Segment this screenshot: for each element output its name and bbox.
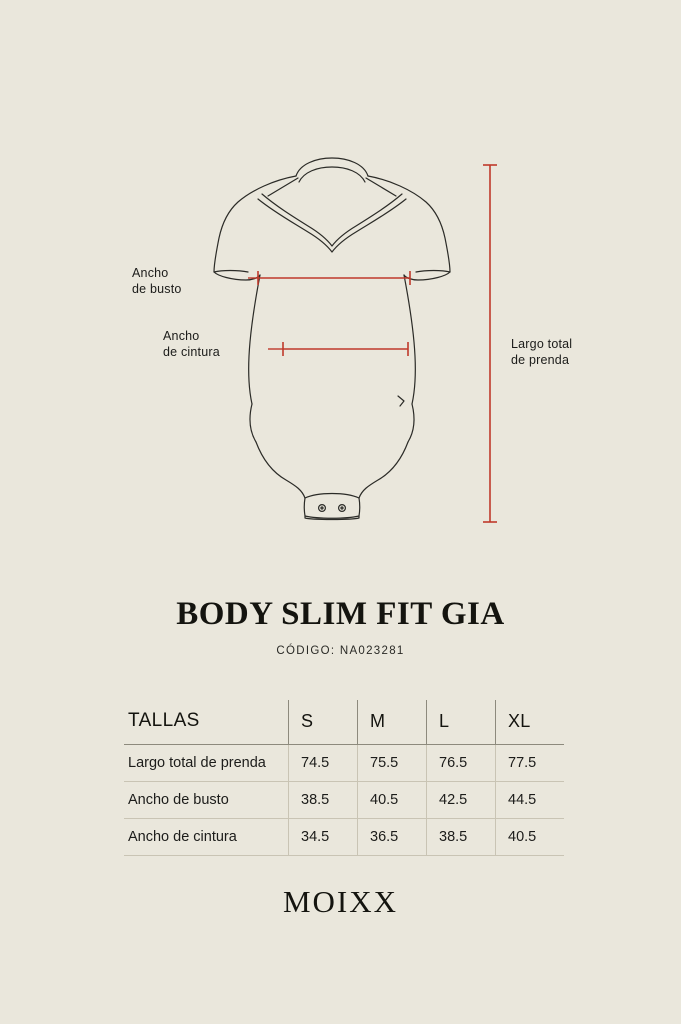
table-row [124,819,564,856]
cell-cintura-s: 34.5 [289,819,358,856]
left-shoulder-seam [268,178,298,196]
yoke-seam [262,194,402,246]
hip-detail [398,396,404,406]
column-header-sizes: TALLAS [124,700,289,745]
cell-largo-s: 74.5 [289,745,358,782]
gusset [304,498,360,520]
table-row [124,745,564,782]
snap-buttons [319,505,346,512]
cell-largo-m: 75.5 [358,745,427,782]
cell-busto-s: 38.5 [289,782,358,819]
table-row [124,782,564,819]
label-length-line2: de prenda [511,353,570,367]
right-side-upper [404,275,415,404]
cell-cintura-xl: 40.5 [496,819,565,856]
cell-busto-l: 42.5 [427,782,496,819]
brand-logo: MOIXX [282,884,399,919]
page-title: BODY SLIM FIT GIA [176,596,505,632]
label-waist-line2: de cintura [163,345,220,359]
column-header-l: L [427,700,496,745]
label-waist [163,328,283,360]
right-cuff [416,271,450,273]
cell-largo-l: 76.5 [427,745,496,782]
cell-largo-xl: 77.5 [496,745,565,782]
label-bust-line1: Ancho [132,266,169,280]
row-label-largo: Largo total de prenda [124,745,289,782]
left-leg-opening [256,442,305,498]
garment-diagram [0,120,681,560]
cell-cintura-l: 38.5 [427,819,496,856]
crotch-curve [305,494,359,499]
label-bust-line2: de busto [132,282,182,296]
collar-inner [299,167,365,182]
right-sleeve [368,176,450,280]
label-length-line1: Largo total [511,337,573,351]
size-table-header [124,700,564,745]
gusset-seam [305,516,359,518]
row-label-cintura: Ancho de cintura [124,819,289,856]
column-header-s: S [289,700,358,745]
title-block [0,596,681,657]
yoke-seam-2 [258,199,406,252]
column-header-xl: XL [496,700,565,745]
label-length [511,336,631,368]
right-shoulder-seam [366,178,396,196]
product-code: CÓDIGO: NA023281 [276,645,405,657]
cell-cintura-m: 36.5 [358,819,427,856]
cell-busto-m: 40.5 [358,782,427,819]
column-header-m: M [358,700,427,745]
label-bust [132,265,252,297]
right-leg-opening [359,442,408,498]
label-waist-line1: Ancho [163,329,200,343]
cell-busto-xl: 44.5 [496,782,565,819]
size-table-body [124,745,564,856]
size-table [124,700,564,856]
left-hip [250,404,256,442]
right-hip [408,404,414,442]
table-header-row [124,700,564,745]
row-label-busto: Ancho de busto [124,782,289,819]
